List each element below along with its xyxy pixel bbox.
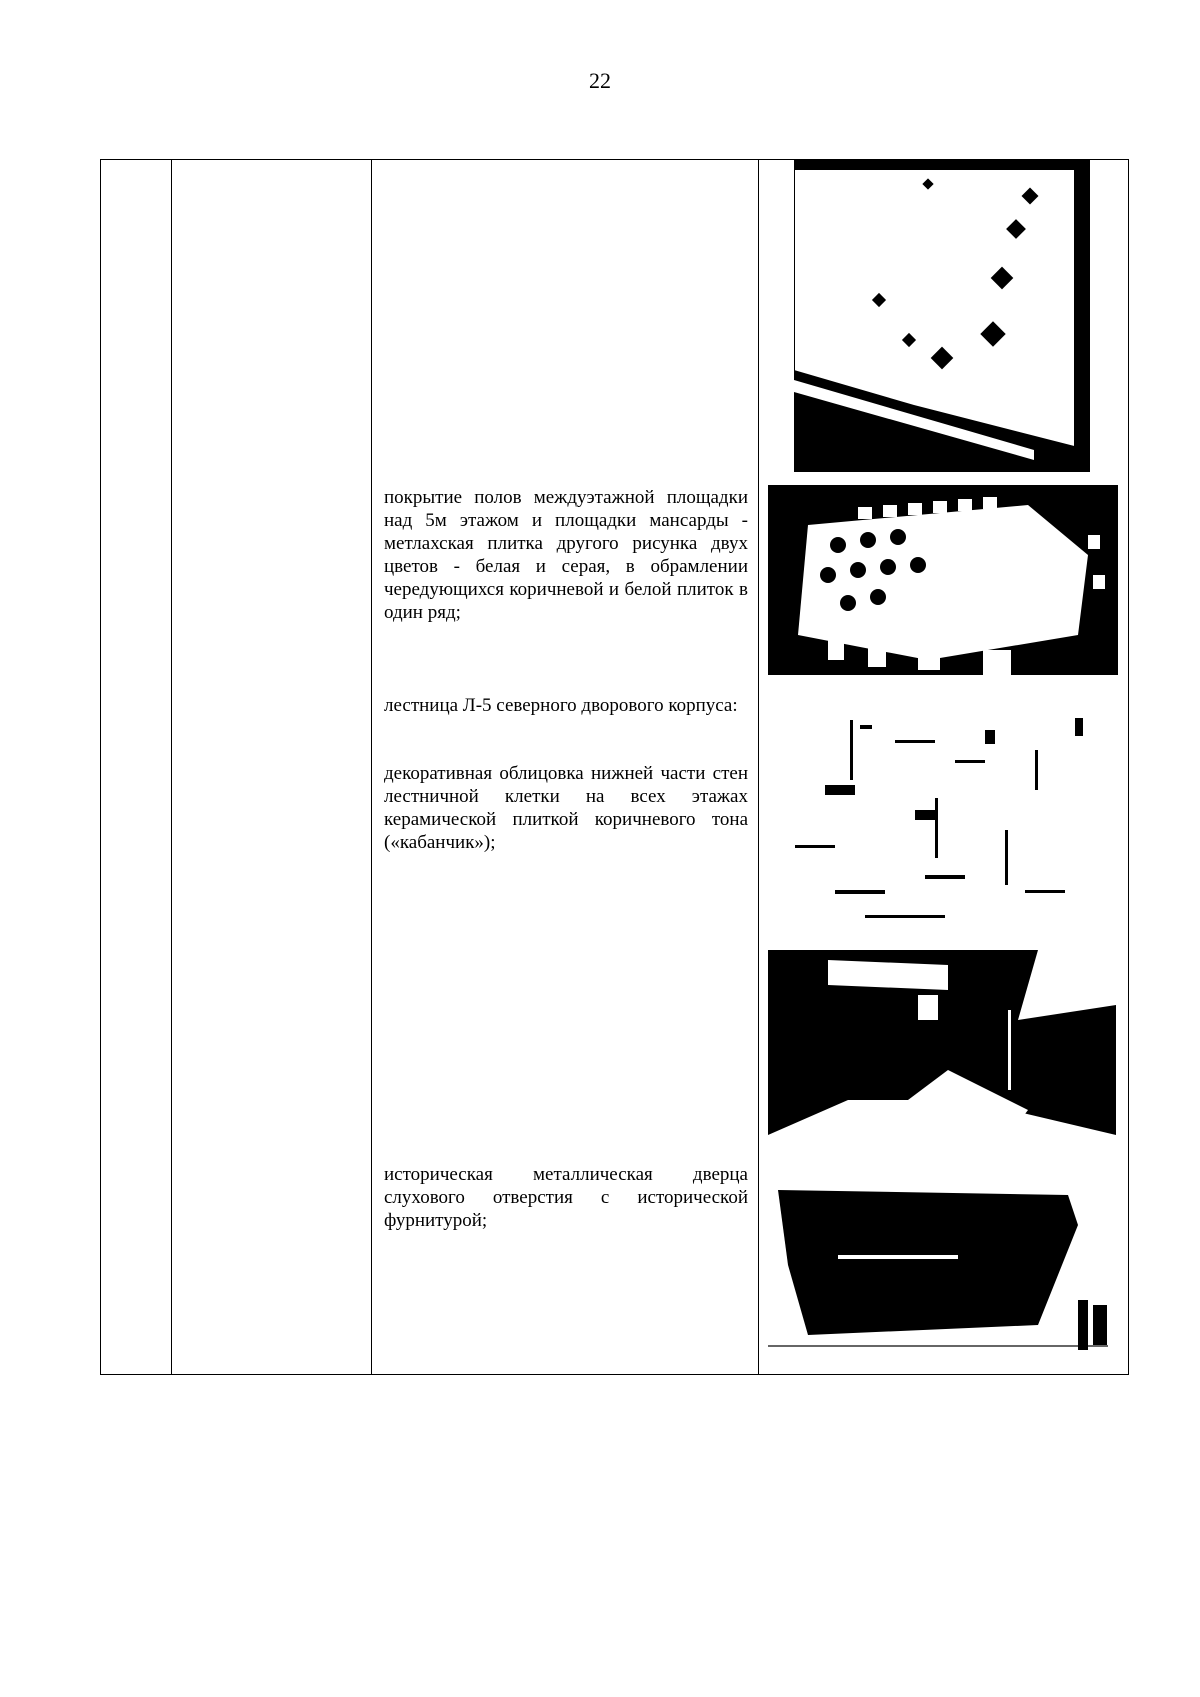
column-divider-1 <box>171 159 172 1375</box>
metal-door-photo <box>768 1185 1118 1355</box>
stair-wall-photo <box>775 690 1115 930</box>
tile-floor-photo-1 <box>794 160 1090 472</box>
column-divider-3 <box>758 159 759 1375</box>
item-text-floor-tiles: покрытие полов междуэтажной площадки над 5м этажом и площадки мансарды - метлахская плитка другого рисунка двух цветов - белая и серая, в обрамлении чередующихся коричневой и белой плиток в один ряд; <box>384 487 748 623</box>
stair-corridor-photo <box>768 950 1116 1160</box>
column-divider-2 <box>371 159 372 1375</box>
item-text-wall-tiles: декоративная облицовка нижней части стен лестничной клетки на всех этажах керамической плиткой коричневого тона («кабанчик»); <box>384 763 748 853</box>
page-number: 22 <box>589 68 611 93</box>
item-text-metal-door: историческая металлическая дверца слухового отверстия с исторической фурнитурой; <box>384 1164 748 1231</box>
tile-floor-photo-2 <box>768 485 1118 675</box>
item-text-staircase-l5: лестница Л-5 северного дворового корпуса: <box>384 695 738 716</box>
